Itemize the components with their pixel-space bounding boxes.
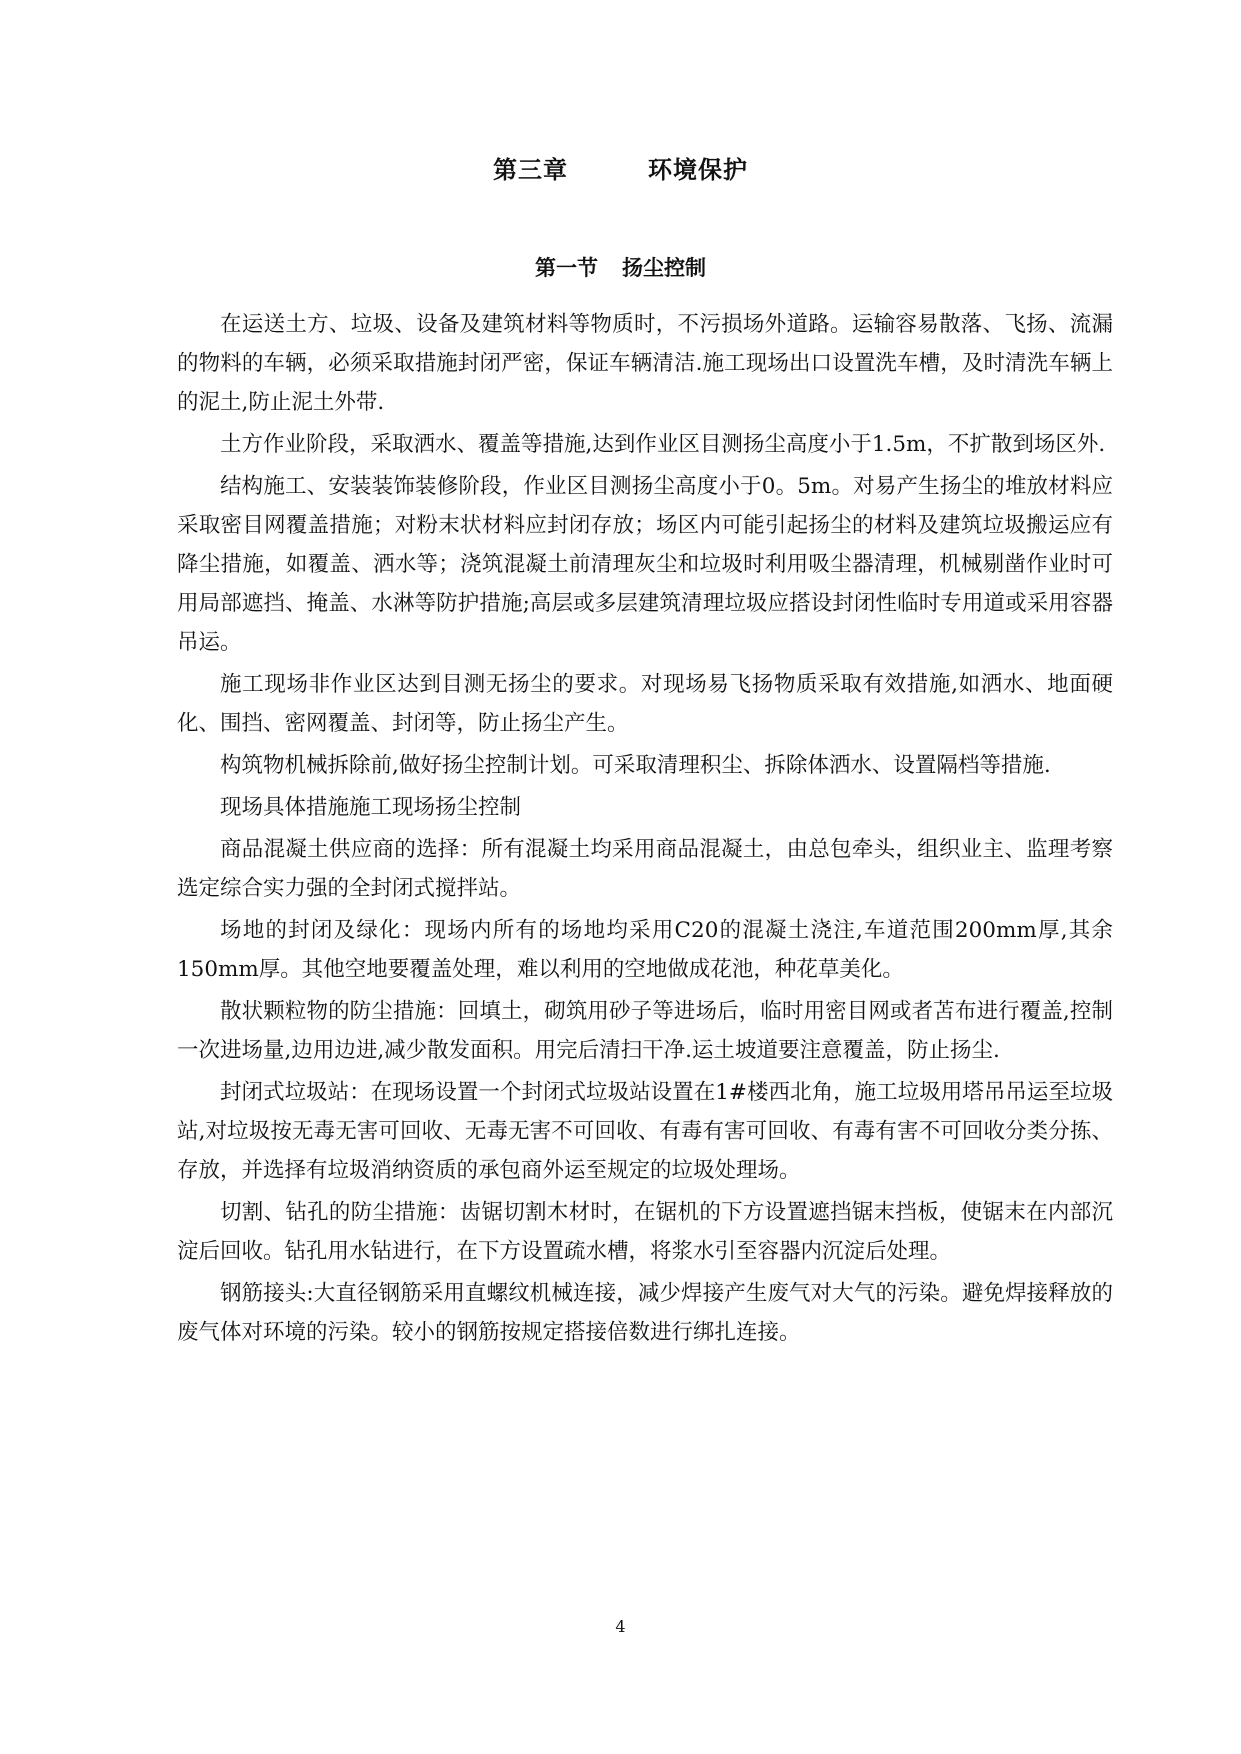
section-title: 扬尘控制 (622, 256, 706, 280)
paragraph: 散状颗粒物的防尘措施：回填土，砌筑用砂子等进场后，临时用密目网或者苫布进行覆盖,控制一次进场量,边用边进,减少散发面积。用完后清扫干净.运土坡道要注意覆盖，防止扬尘. (177, 999, 1113, 1063)
paragraph: 钢筋接头:大直径钢筋采用直螺纹机械连接，减少焊接产生废气对大气的污染。避免焊接释放的废气体对环境的污染。较小的钢筋按规定搭接倍数进行绑扎连接。 (177, 1281, 1113, 1345)
page-number: 4 (615, 1617, 626, 1636)
paragraph: 结构施工、安装装饰装修阶段，作业区目测扬尘高度小于0。5m。对易产生扬尘的堆放材料应采取密目网覆盖措施；对粉末状材料应封闭存放；场区内可能引起扬尘的材料及建筑垃圾搬运应有降尘措施，如覆盖、洒水等；浇筑混凝土前清理灰尘和垃圾时利用吸尘器清理，机械剔凿作业时可用局部遮挡、掩盖、水淋等防护措施;高层或多层建筑清理垃圾应搭设封闭性临时专用道或采用容器吊运。 (177, 474, 1113, 655)
paragraph: 土方作业阶段，采取洒水、覆盖等措施,达到作业区目测扬尘高度小于1.5m，不扩散到场区外. (220, 432, 1106, 457)
chapter-heading (0, 152, 1241, 188)
paragraph: 构筑物机械拆除前,做好扬尘控制计划。可采取清理积尘、拆除体洒水、设置隔档等措施. (220, 753, 1051, 778)
section-number: 第一节 (535, 256, 598, 280)
paragraph: 场地的封闭及绿化：现场内所有的场地均采用C20的混凝土浇注,车道范围200mm厚,其余150mm厚。其他空地要覆盖处理，难以利用的空地做成花池，种花草美化。 (177, 918, 1113, 982)
paragraph: 施工现场非作业区达到目测无扬尘的要求。对现场易飞扬物质采取有效措施,如洒水、地面硬化、围挡、密网覆盖、封闭等，防止扬尘产生。 (177, 672, 1113, 736)
chapter-title: 环境保护 (648, 156, 748, 184)
chapter-number: 第三章 (493, 156, 568, 184)
section-heading (0, 252, 1241, 284)
body-text (177, 305, 1113, 1355)
paragraph: 商品混凝土供应商的选择：所有混凝土均采用商品混凝土，由总包牵头，组织业主、监理考察选定综合实力强的全封闭式搅拌站。 (177, 837, 1113, 901)
paragraph: 在运送土方、垃圾、设备及建筑材料等物质时，不污损场外道路。运输容易散落、飞扬、流漏的物料的车辆，必须采取措施封闭严密，保证车辆清洁.施工现场出口设置洗车槽，及时清洗车辆上的泥土,防止泥土外带. (177, 312, 1113, 415)
paragraph: 封闭式垃圾站：在现场设置一个封闭式垃圾站设置在1#楼西北角，施工垃圾用塔吊吊运至垃圾站,对垃圾按无毒无害可回收、无毒无害不可回收、有毒有害可回收、有毒有害不可回收分类分拣、存放，并选择有垃圾消纳资质的承包商外运至规定的垃圾处理场。 (177, 1080, 1113, 1183)
paragraph: 现场具体措施施工现场扬尘控制 (220, 795, 522, 820)
paragraph: 切割、钻孔的防尘措施：齿锯切割木材时，在锯机的下方设置遮挡锯末挡板，使锯末在内部沉淀后回收。钻孔用水钻进行，在下方设置疏水槽，将浆水引至容器内沉淀后处理。 (177, 1200, 1113, 1264)
